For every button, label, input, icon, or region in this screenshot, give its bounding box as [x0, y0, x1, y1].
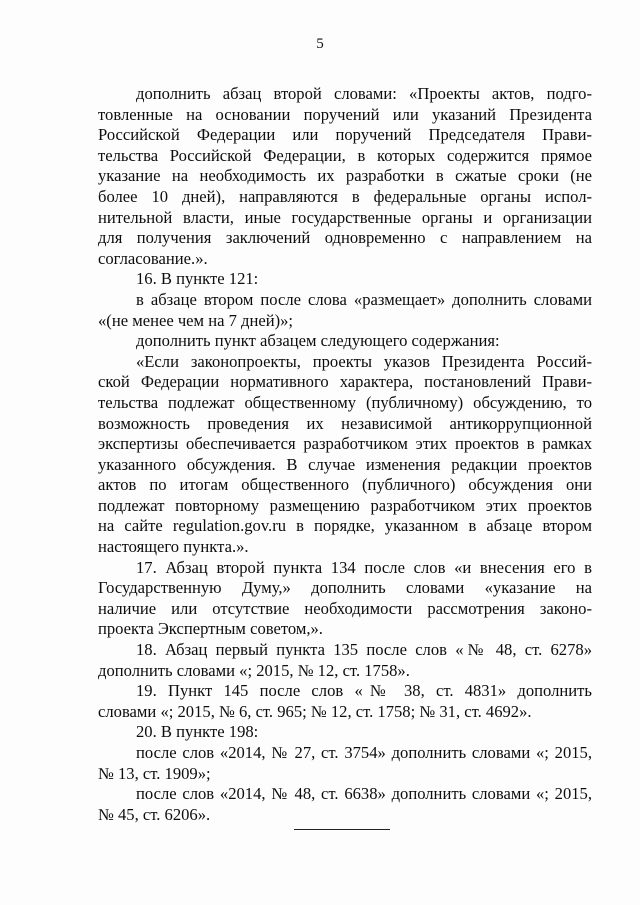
- text-line: проекта Экспертным советом,».: [98, 619, 323, 639]
- text-line: в абзаце втором после слова «размещает» дополнить словами: [136, 289, 592, 309]
- text-line: экспертизы обеспечивается разработчиком этих проектов в рамках: [98, 434, 592, 454]
- page-number: 5: [316, 36, 324, 52]
- text-line: актов по итогам общественного (публичного) обсуждения они: [98, 475, 592, 495]
- text-line: настоящего пункта.».: [98, 537, 249, 557]
- text-line: наличие или отсутствие необходимости рассмотрения законо-: [98, 598, 592, 618]
- text-line: дополнить словами «; 2015, № 12, ст. 1758».: [98, 660, 410, 680]
- text-line: после слов «2014, № 27, ст. 3754» дополнить словами «; 2015,: [136, 743, 592, 762]
- text-line: дополнить пункт абзацем следующего содержания:: [136, 331, 500, 351]
- text-line: указание на необходимость их разработки в сжатые сроки (не: [98, 166, 592, 186]
- text-line: 16. В пункте 121:: [136, 269, 259, 289]
- text-line: № 45, ст. 6206».: [98, 804, 211, 824]
- text-line: 19. Пункт 145 после слов «№ 38, ст. 4831» дополнить: [136, 681, 592, 701]
- text-line: согласование.».: [98, 248, 208, 268]
- text-line: возможность проведения их независимой антикоррупционной: [98, 413, 592, 433]
- document-body: [98, 84, 592, 825]
- text-line: дополнить абзац второй словами: «Проекты актов, подго-: [136, 84, 592, 103]
- text-line: № 13, ст. 1909»;: [98, 763, 211, 783]
- text-line: товленные на основании поручений или указаний Президента: [98, 104, 592, 124]
- text-line: подлежат повторному размещению разработчиком этих проектов: [98, 495, 592, 515]
- text-line: более 10 дней), направляются в федеральные органы испол-: [98, 186, 592, 206]
- text-line: для получения заключений одновременно с направлением на: [98, 228, 592, 248]
- end-rule: [294, 829, 390, 830]
- text-line: нительной власти, иные государственные органы и организации: [98, 207, 592, 227]
- text-line: на сайте regulation.gov.ru в порядке, указанном в абзаце втором: [98, 516, 592, 536]
- text-line: словами «; 2015, № 6, ст. 965; № 12, ст. 1758; № 31, ст. 4692».: [98, 701, 532, 721]
- text-line: 18. Абзац первый пункта 135 после слов «№ 48, ст. 6278»: [136, 640, 592, 660]
- text-line: Российской Федерации или поручений Председателя Прави-: [98, 125, 592, 145]
- text-line: указанного обсуждения. В случае изменения редакции проектов: [98, 454, 592, 474]
- text-line: ской Федерации нормативного характера, постановлений Прави-: [98, 372, 592, 392]
- text-line: 17. Абзац второй пункта 134 после слов «и внесения его в: [136, 557, 592, 577]
- text-line: «(не менее чем на 7 дней)»;: [98, 310, 294, 330]
- text-line: Государственную Думу,» дополнить словами «указание на: [98, 578, 592, 598]
- text-line: 20. В пункте 198:: [136, 722, 259, 742]
- text-line: после слов «2014, № 48, ст. 6638» дополнить словами «; 2015,: [136, 784, 592, 804]
- text-line: тельства подлежат общественному (публичному) обсуждению, то: [98, 392, 592, 412]
- text-line: тельства Российской Федерации, в которых содержится прямое: [98, 145, 592, 165]
- text-line: «Если законопроекты, проекты указов Президента Россий-: [136, 351, 592, 371]
